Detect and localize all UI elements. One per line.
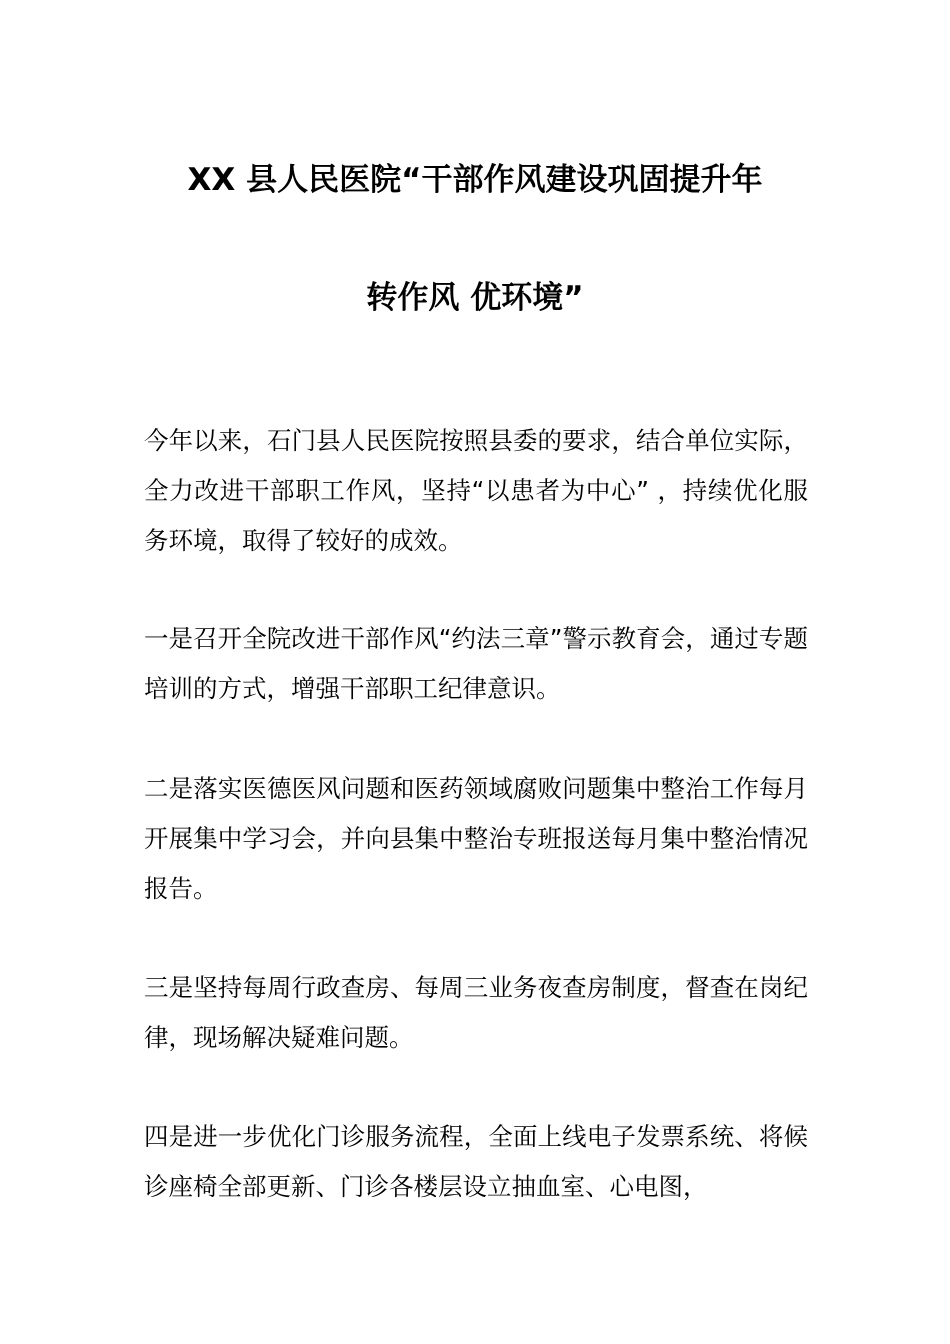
paragraph-item-1: 一是召开全院改进干部作风“约法三章”警示教育会，通过专题培训的方式，增强干部职工纪律意识。 [144,624,808,703]
paragraph-item-2: 二是落实医德医风问题和医药领域腐败问题集中整治工作每月开展集中学习会，并向县集中整治专班报送每月集中整治情况报告。 [144,774,808,903]
paragraph-item-3: 三是坚持每周行政查房、每周三业务夜查房制度，督查在岗纪律，现场解决疑难问题。 [144,973,808,1052]
document-title-line-2: 转作风 优环境” [366,280,584,316]
paragraph-item-4: 四是进一步优化门诊服务流程，全面上线电子发票系统、将候诊座椅全部更新、门诊各楼层设立抽血室、心电图， [144,1122,808,1201]
document-title-line-1: XX 县人民医院“干部作风建设巩固提升年 [187,162,763,198]
paragraph-intro: 今年以来，石门县人民医院按照县委的要求，结合单位实际，全力改进干部职工作风，坚持“以患者为中心” ，持续优化服务环境，取得了较好的成效。 [144,426,808,555]
